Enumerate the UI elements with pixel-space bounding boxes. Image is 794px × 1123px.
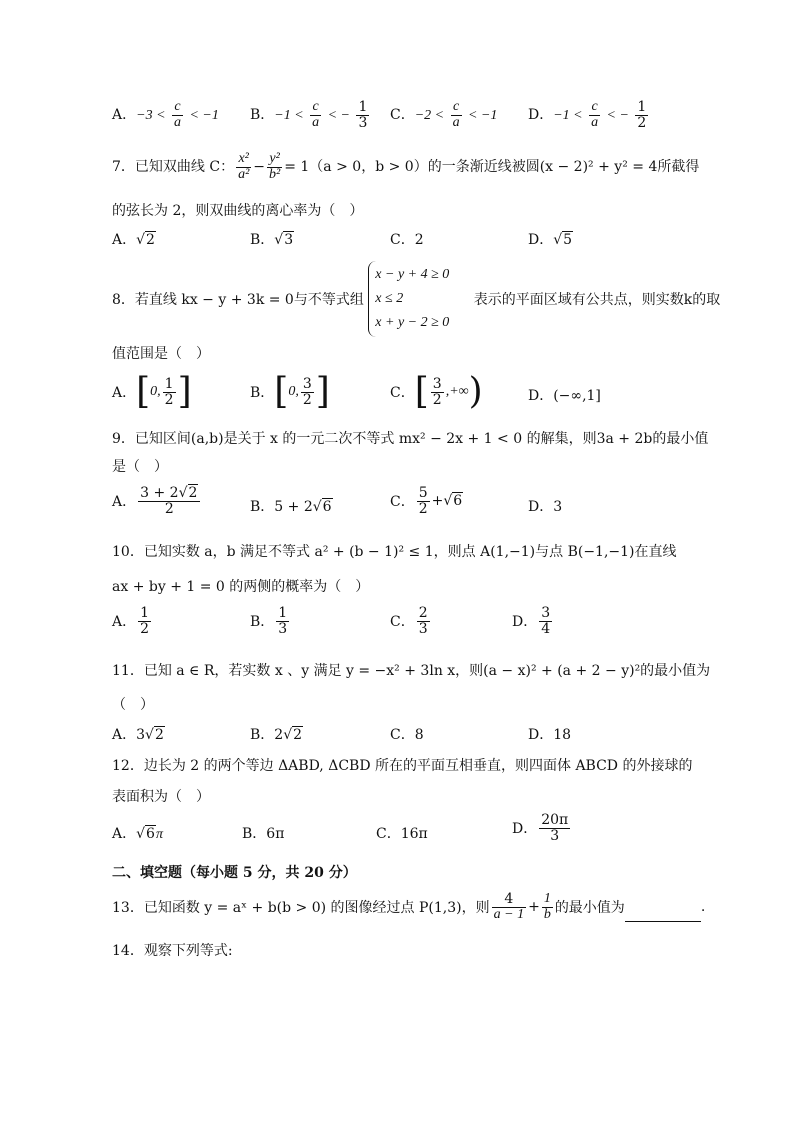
q13-stem: 13．已知函数 y = aˣ + b(b > 0) 的图像经过点 P(1,3)，则 $\frac{4}{a - 1}$ + $\frac{1}{b}$ 的最小值为 . [112,891,706,922]
q7-stem-2: 的弦长为 2，则双曲线的离心率为（ ） [112,203,364,219]
q8-option-a: A．[0, $\frac{1}{2}$ ] [112,371,192,412]
q10-option-d: D． $\frac{3}{4}$ [512,605,551,637]
q6-option-b: B．−1 < $\frac{c}{a}$ < − $\frac{1}{3}$ [250,99,368,131]
q6-option-c: C．−2 < $\frac{c}{a}$ < −1 [390,99,498,130]
q14-stem: 14．观察下列等式: [112,943,233,959]
q10-option-b: B． $\frac{1}{3}$ [250,605,288,637]
q11-option-a: A．3√2 [112,727,164,743]
q10-stem: 10．已知实数 a，b 满足不等式 a² + (b − 1)² ≤ 1，则点 A(1,−1)与点 B(−1,−1)在直线 [112,544,677,560]
q7-option-a: A．√2 [112,232,155,248]
q7-option-d: D．√5 [528,232,573,248]
q12-option-c: C．16π [376,826,428,842]
q9-option-d: D．3 [528,499,563,515]
q8-option-d: D．(−∞,1] [528,388,601,404]
q11-option-c: C．8 [390,727,424,743]
q10-option-c: C． $\frac{2}{3}$ [390,605,428,637]
q8-option-b: B．[0, $\frac{3}{2}$ ] [250,371,330,412]
q12-stem-2: 表面积为（ ） [112,789,210,805]
q7-stem: 7．已知双曲线 C： $\frac{\text{x²}}{\text{a²}}$ − $\frac{\text{y²}}{\text{b²}}$ = 1（a > 0，b > 0）的一条渐近线被圆(x − 2)² + y² = 4所截得 [112,151,700,182]
q11-option-b: B．2√2 [250,727,303,743]
section-heading: 二、填空题（每小题 5 分，共 20 分） [112,865,357,881]
q8-stem: 8．若直线 kx − y + 3k = 0与不等式组 x − y + 4 ≥ 0 x ≤ 2 x + y − 2 ≥ 0 表示的平面区域有公共点，则实数k的取 [112,261,720,337]
q8-inequality-system: x − y + 4 ≥ 0 x ≤ 2 x + y − 2 ≥ 0 [368,261,455,337]
q13-answer-blank[interactable] [625,907,701,922]
q9-option-c: C． $\frac{5}{2}$ +√6 [390,485,463,517]
q9-option-b: B．5 + 2√6 [250,499,332,515]
q12-option-d: D． $\frac{20\pi}{3}$ [512,812,569,844]
q6-option-a: A．−3 < $\frac{c}{a}$ < −1 [112,99,219,130]
q11-stem: 11．已知 a ∈ R，若实数 x 、y 满足 y = −x² + 3ln x，则(a − x)² + (a + 2 − y)²的最小值为 [112,663,711,679]
q12-option-a: A．√6π [112,826,163,842]
q9-option-a: A． $\frac{3 + 2√2}{2}$ [112,486,202,516]
q10-stem-2: ax + by + 1 = 0 的两侧的概率为（ ） [112,579,370,595]
q9-stem: 9．已知区间(a,b)是关于 x 的一元二次不等式 mx² − 2x + 1 < 0 的解集，则3a + 2b的最小值 [112,431,709,447]
q11-option-d: D．18 [528,727,572,743]
q8-option-c: C．[ $\frac{3}{2}$ ,+∞) [390,371,483,412]
q7-option-b: B．√3 [250,232,294,248]
q11-stem-2: （ ） [112,697,154,713]
q12-stem: 12．边长为 2 的两个等边 ΔABD, ΔCBD 所在的平面互相垂直，则四面体 ABCD 的外接球的 [112,758,693,774]
q12-option-b: B．6π [242,826,285,842]
q10-option-a: A． $\frac{1}{2}$ [112,605,150,637]
q9-stem-2: 是（ ） [112,459,168,475]
q8-stem-2: 值范围是（ ） [112,346,210,362]
q7-option-c: C．2 [390,232,424,248]
q6-option-d: D．−1 < $\frac{c}{a}$ < − $\frac{1}{2}$ [528,99,647,131]
